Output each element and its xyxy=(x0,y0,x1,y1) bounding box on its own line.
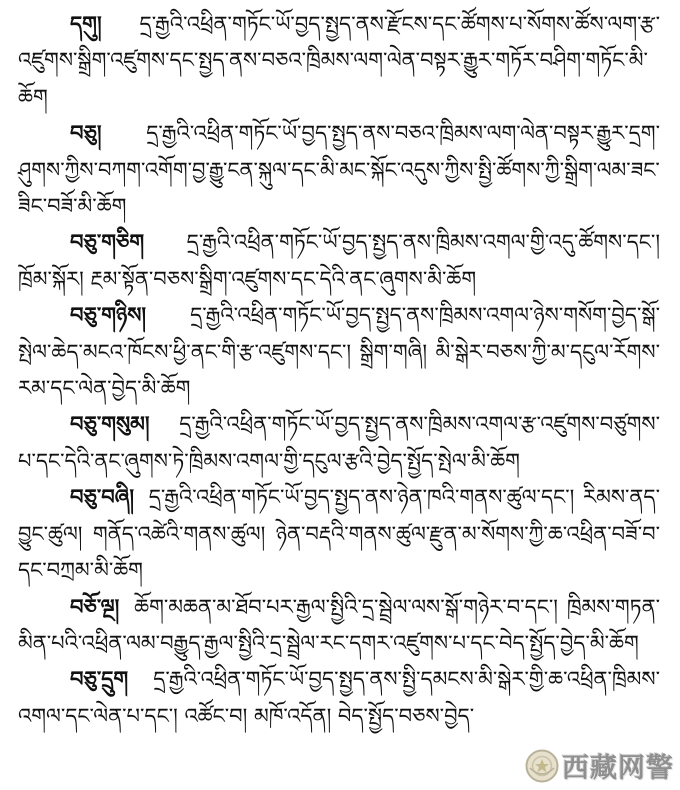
list-item-13 xyxy=(18,406,660,479)
item-text: དྲ་རྒྱའི་འཕྲིན་གཏོང་ཡོ་བྱད་སྤྱད་ནས་ཉེན་ཁའི་གནས་ཚུལ་དང་། རིམས་ནད་བྱུང་ཚུལ། གནོད་འཚེའི་གནས་ཚུལ། ཉེན་བརྡའི་གནས་ཚུལ་རྫུན་མ་སོགས་ཀྱི་ཆ་འཕྲིན་བཟོ་བ་དང་བཀྲམ་མི་ཆོག xyxy=(18,485,660,583)
item-number: བཅུ་གསུམ། xyxy=(70,412,150,437)
police-badge-icon xyxy=(524,748,560,784)
item-text: དྲ་རྒྱའི་འཕྲིན་གཏོང་ཡོ་བྱད་སྤྱད་ནས་ཁྲིམས་འགལ་གྱི་འདུ་ཚོགས་དང་། ཁྲོམ་སྐོར། རྔམ་སྟོན་བཅས་སྒྲིག་འཛུགས་དང་དེའི་ནང་ཞུགས་མི་ཆོག xyxy=(18,230,660,291)
item-number: བཅུ་གཉིས། xyxy=(70,303,147,328)
list-item-14 xyxy=(18,479,660,588)
list-item-16 xyxy=(18,661,660,734)
item-number: བཅུ། xyxy=(70,121,102,146)
police-watermark xyxy=(522,746,674,785)
list-item-11 xyxy=(18,224,660,297)
item-text: དྲ་རྒྱའི་འཕྲིན་གཏོང་ཡོ་བྱད་སྤྱད་ནས་རྫོངས་དང་ཚོགས་པ་སོགས་ཚོས་ལག་རྩ་འཛུགས་སྒྲིག་འཛུགས་དང་སྤྱད་ནས་བཅའ་ཁྲིམས་ལག་ལེན་བསྟར་རྒྱུར་གཏོར་བཤིག་གཏོང་མི་ཆོག xyxy=(18,12,660,109)
watermark-label: 西藏网警 xyxy=(562,753,674,784)
item-text: ཆོག་མཆན་མ་ཐོབ་པར་རྒྱལ་སྤྱིའི་དྲ་སྦྲེལ་ལས་སྒོ་གཉེར་བ་དང་། ཁྲིམས་གཏན་མིན་པའི་འཕྲིན་ལམ་བརྒྱུད་རྒྱལ་སྤྱིའི་དྲ་སྦྲེལ་རང་དགར་འཛུགས་པ་དང་བེད་སྤྱོད་བྱེད་མི་ཆོག xyxy=(18,594,660,655)
item-text: དྲ་རྒྱའི་འཕྲིན་གཏོང་ཡོ་བྱད་སྤྱད་ནས་ཁྲིམས་འགལ་ཉེས་གསོག་བྱེད་སྒོ་སྤེལ་ཆེད་མངའ་ཁོངས་ཕྱི་ནང་གི་རྩ་འཛུགས་དང་། སྒྲིག་གཞི། མི་སྒེར་བཅས་ཀྱི་མ་དངུལ་རོགས་རམ་དང་ལེན་བྱེད་མི་ཆོག xyxy=(18,303,660,401)
list-item-9 xyxy=(18,6,660,115)
item-number: བཅུ་དྲུག xyxy=(70,667,129,692)
item-text: དྲ་རྒྱའི་འཕྲིན་གཏོང་ཡོ་བྱད་སྤྱད་ནས་བཅའ་ཁྲིམས་ལག་ལེན་བསྟར་རྒྱུར་དྲག་ཤུགས་ཀྱིས་བཀག་འགོག་བྱ་རྒྱུ་ངན་སྐུལ་དང་མི་མང་སྐོང་འདུས་ཀྱིས་སྤྱི་ཚོགས་ཀྱི་སྒྲིག་ལམ་ཟང་ཟིང་བཟོ་མི་ཆོག xyxy=(18,121,660,219)
list-item-10 xyxy=(18,115,660,224)
list-item-15 xyxy=(18,589,660,662)
item-text: དྲ་རྒྱའི་འཕྲིན་གཏོང་ཡོ་བྱད་སྤྱད་ནས་སྤྱི་དམངས་མི་སྒེར་གྱི་ཆ་འཕྲིན་ཁྲིམས་འགལ་དང་ལེན་པ་དང་། འཚོང་བ། མཁོ་འདོན། བེད་སྤྱོད་བཅས་བྱེད་ xyxy=(18,667,660,728)
list-item-12 xyxy=(18,297,660,406)
item-number: བཅུ་བཞི། xyxy=(70,485,135,510)
item-number: དགུ། xyxy=(70,12,102,36)
item-number: བཅོ་ལྔ། xyxy=(70,594,120,619)
item-text: དྲ་རྒྱའི་འཕྲིན་གཏོང་ཡོ་བྱད་སྤྱད་ནས་ཁྲིམས་འགལ་རྩ་འཛུགས་བཙུགས་པ་དང་དེའི་ནང་ཞུགས་ཏེ་ཁྲིམས་འགལ་གྱི་དངུལ་རྩའི་བྱེད་སྤྱོད་སྤེལ་མི་ཆོག xyxy=(18,412,660,473)
item-number: བཅུ་གཅིག xyxy=(70,230,145,255)
